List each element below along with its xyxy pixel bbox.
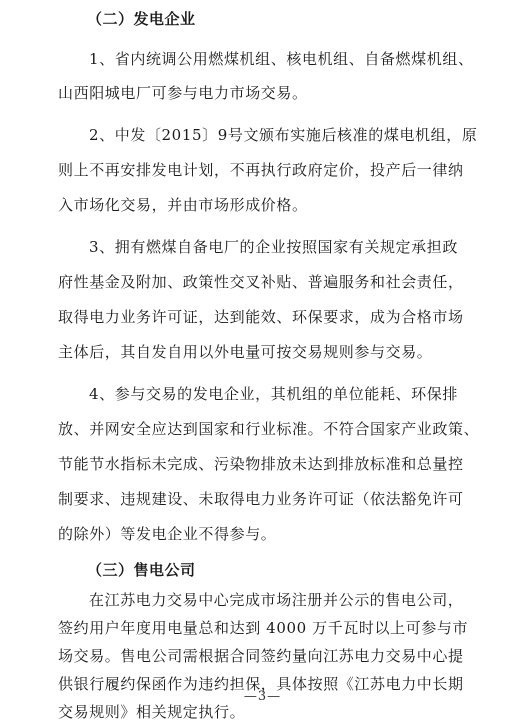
paragraph-line: 节能节水指标未完成、污染物排放未达到排放标准和总量控 [58,455,464,473]
paragraph-line: 府性基金及附加、政策性交叉补贴、普遍服务和社会责任， [58,273,464,291]
paragraph-line: 取得电力业务许可证，达到能效、环保要求，成为合格市场 [58,308,464,326]
section-heading-retail-company: （三）售电公司 [87,561,196,579]
paragraph-line: 场交易。售电公司需根据合同签约量向江苏电力交易中心提 [58,647,464,665]
paragraph-line: 放、并网安全应达到国家和行业标准。不符合国家产业政策、 [58,420,480,438]
paragraph-line: 签约用户年度用电量总和达到 4000 万千瓦时以上可参与市 [58,619,469,637]
paragraph-line: 入市场化交易，并由市场形成价格。 [58,196,308,214]
paragraph-line: 交易规则》相关规定执行。 [58,703,246,721]
paragraph-line: 山西阳城电厂可参与电力市场交易。 [58,84,308,102]
paragraph-line: 3、拥有燃煤自备电厂的企业按照国家有关规定承担政 [89,238,458,256]
paragraph-line: 供银行履约保函作为违约担保，具体按照《江苏电力中长期 [58,675,464,693]
paragraph-line: 主体后，其自发自用以外电量可按交易规则参与交易。 [58,343,433,361]
paragraph-line: 1、省内统调公用燃煤机组、核电机组、自备燃煤机组、 [89,50,474,68]
paragraph-line: 则上不再安排发电计划，不再执行政府定价，投产后一律纳 [58,161,464,179]
paragraph-line: 的除外）等发电企业不得参与。 [58,525,277,543]
paragraph-line: 制要求、违规建设、未取得电力业务许可证（依法豁免许可 [58,490,464,508]
section-heading-power-generation: （二）发电企业 [87,10,196,28]
paragraph-line: 在江苏电力交易中心完成市场注册并公示的售电公司， [89,591,464,609]
paragraph-line: 2、中发〔2015〕9号文颁布实施后核准的煤电机组，原 [89,126,478,144]
paragraph-line: 4、参与交易的发电企业，其机组的单位能耗、环保排 [89,385,458,403]
page-number: —3— [243,689,282,704]
